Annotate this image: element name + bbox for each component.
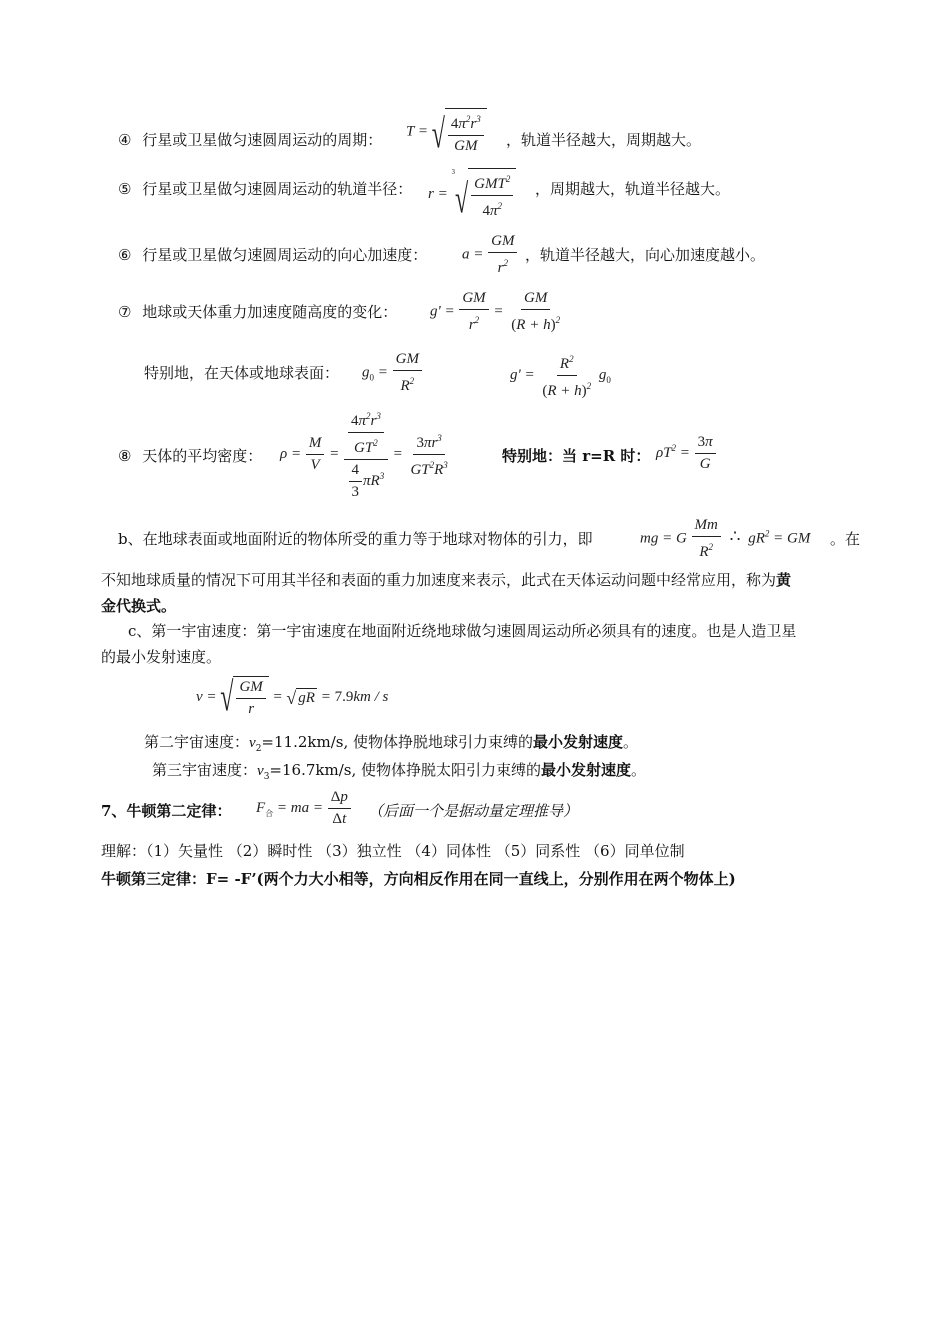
formula-newton-second: $F_合$ = ma = $\frac{\Delta p}{\Delta t}$ <box>256 788 352 829</box>
item-5-text: 行星或卫星做匀速圆周运动的轨道半径： <box>142 180 413 198</box>
formula-orbit-radius: r = $^3$ √ $\frac{GMT^2}{4\pi^2}$ <box>428 168 516 221</box>
formula-gravity-height: g' = $\frac{GM}{r^2}$ = $\frac{GM}{(R + h)^2}$ <box>430 290 561 333</box>
formula-density: ρ = $\frac{M}{V}$ = $\frac{4\pi^2r^3}{GT^2}$ $\frac{4}{3}$ $\pi R^3$ = $\frac{3\pi r^3}{GT^2R^3}$ <box>280 407 452 502</box>
formula-golden-substitution: mg = G $\frac{Mm}{R^2}$ ∴ $gR^2$ = GM <box>640 517 811 560</box>
second-cosmic-velocity: 第二宇宙速度：$v_2=11.2km/s$, 使物体挣脱地球引力束缚的最小发射速度。 <box>144 733 639 754</box>
formula-acceleration: a = $\frac{GM}{r^2}$ <box>462 232 518 278</box>
newton-second-title: 7、牛顿第二定律： <box>101 802 232 820</box>
item-6-after: ，轨道半径越大，向心加速度越小。 <box>525 246 766 264</box>
item-4-line <box>118 130 382 150</box>
newton-third-law: 牛顿第三定律：F= -F’(两个力大小相等，方向相反作用在同一直线上，分别作用在两个物体上) <box>101 870 736 888</box>
item-7-text: 地球或天体重力加速度随高度的变化： <box>142 303 398 321</box>
item-8-text: 天体的平均密度： <box>142 447 263 465</box>
item-6-line <box>118 245 427 265</box>
formula-density-special: $\rho T^2$ = $\frac{3\pi}{G}$ <box>656 433 717 474</box>
newton-second-note: （后面一个是据动量定理推导） <box>368 802 579 820</box>
item-7-number: ⑦ <box>118 303 132 321</box>
para-b-line2: 不知地球质量的情况下可用其半径和表面的重力加速度来表示，此式在天体运动问题中经常应用，称为黄 <box>101 571 792 589</box>
item-4-text: 行星或卫星做匀速圆周运动的周期： <box>142 131 383 149</box>
item-6-number: ⑥ <box>118 246 132 264</box>
para-b-line3: 金代换式。 <box>101 597 177 615</box>
item-8-number: ⑧ <box>118 447 132 465</box>
formula-g-prime-g0: g' = $\frac{R^2}{(R + h)^2}$ $g_0$ <box>510 350 611 401</box>
formula-first-cosmic-velocity: v = √ $\frac{GM}{r}$ = √ gR = 7.9km / s <box>196 676 389 721</box>
third-cosmic-velocity: 第三宇宙速度：$v_3=16.7km/s$, 使物体挣脱太阳引力束缚的最小发射速度。 <box>152 761 647 782</box>
understanding-list: 理解：（1）矢量性 （2）瞬时性 （3）独立性 （4）同体性 （5）同系性 （6）同单位制 <box>101 842 685 860</box>
formula-period: T = √ $\frac{4\pi^2r^3}{GM}$ <box>406 108 487 156</box>
para-b-end: 。在 <box>830 530 861 548</box>
item-4-after: ，轨道半径越大，周期越大。 <box>506 131 702 149</box>
special-surface-text: 特别地，在天体或地球表面： <box>144 364 340 382</box>
item-4-number: ④ <box>118 131 132 149</box>
para-b-line1: b、在地球表面或地面附近的物体所受的重力等于地球对物体的引力，即 <box>118 530 593 548</box>
item-5-line <box>118 179 412 199</box>
para-c-line2: 的最小发射速度。 <box>101 648 222 666</box>
item-7-line <box>118 302 397 322</box>
para-c-line1: c、第一宇宙速度：第一宇宙速度在地面附近绕地球做匀速圆周运动所必须具有的速度。也是人造卫星 <box>128 622 797 640</box>
item-8-special: 特别地：当 r=R 时： <box>502 447 651 465</box>
item-8-line <box>118 446 262 466</box>
item-5-number: ⑤ <box>118 180 132 198</box>
formula-surface-g0: $g_0$ = $\frac{GM}{R^2}$ <box>362 350 423 396</box>
item-6-text: 行星或卫星做匀速圆周运动的向心加速度： <box>142 246 428 264</box>
item-5-after: ，周期越大，轨道半径越大。 <box>535 180 731 198</box>
